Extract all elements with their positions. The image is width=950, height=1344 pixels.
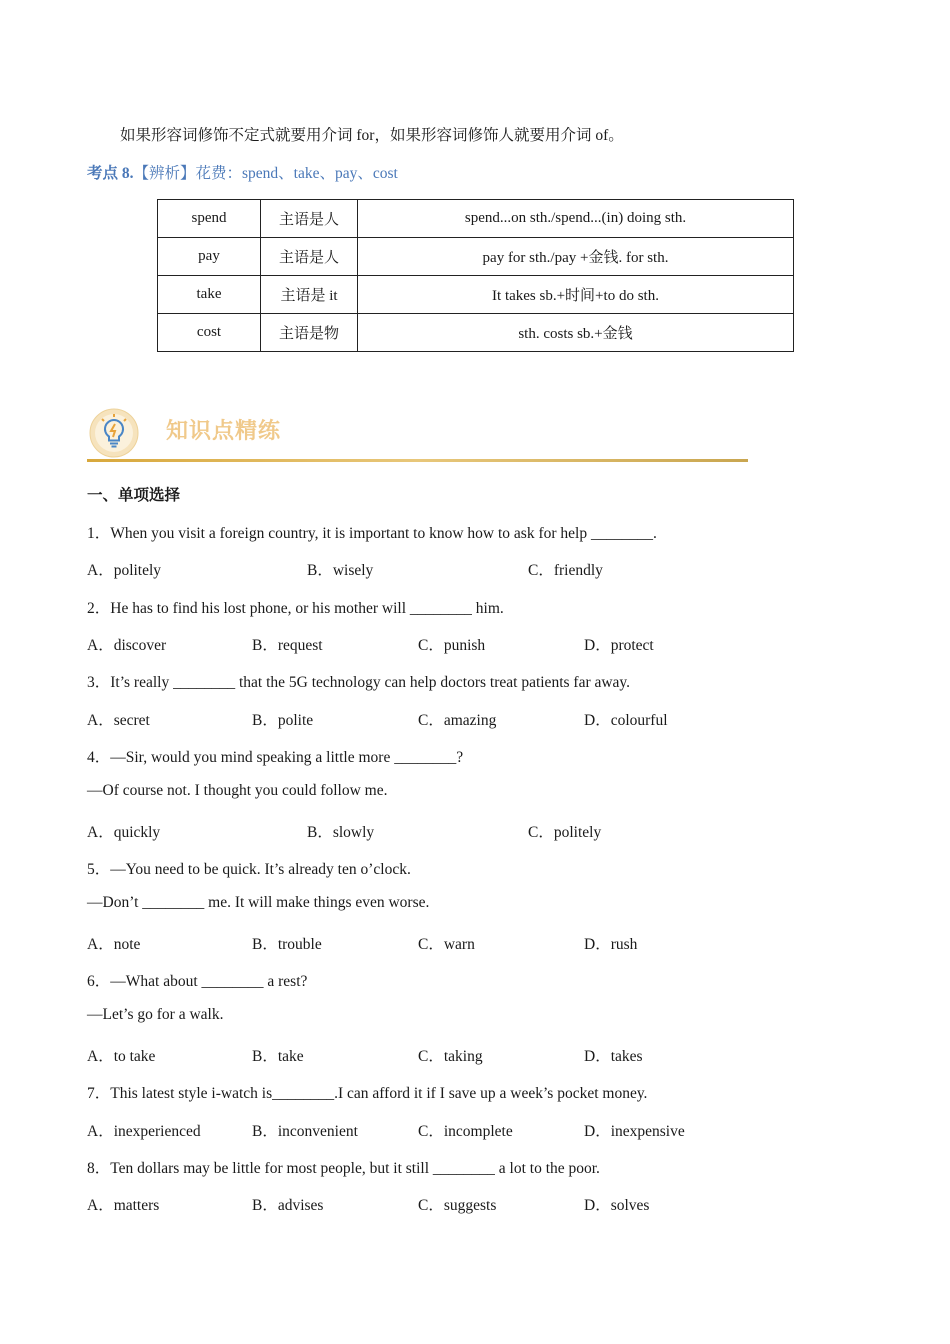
option-b: B．inconvenient: [252, 1123, 358, 1140]
option-d: D．rush: [584, 936, 638, 953]
table-cell: 主语是 it: [261, 276, 358, 314]
option-a: A．to take: [87, 1048, 156, 1065]
table-cell: take: [158, 276, 261, 314]
option-c: C．warn: [418, 936, 475, 953]
banner-title: 知识点精练: [166, 419, 282, 444]
question-dialogue-line: —Let’s go for a walk.: [87, 1006, 224, 1023]
question-dialogue-line: —Of course not. I thought you could follow me.: [87, 782, 388, 799]
option-b: B．request: [252, 637, 323, 654]
question-stem: 6．—What about ________ a rest?: [87, 973, 308, 990]
question-stem: 8．Ten dollars may be little for most people, but it still ________ a lot to the poor.: [87, 1160, 600, 1177]
question-stem: 3．It’s really ________ that the 5G technology can help doctors treat patients far away.: [87, 674, 631, 691]
table-cell: It takes sb.+时间+to do sth.: [358, 276, 794, 314]
table-cell: sth. costs sb.+金钱: [358, 314, 794, 352]
table-cell: 主语是人: [261, 238, 358, 276]
question-stem: 2．He has to find his lost phone, or his mother will ________ him.: [87, 600, 504, 617]
kaodian-heading: [87, 161, 398, 183]
table-cell: 主语是人: [261, 200, 358, 238]
table-row: [158, 238, 794, 276]
lightbulb-icon: [89, 408, 139, 458]
option-c: C．friendly: [528, 562, 603, 579]
option-a: A．inexperienced: [87, 1123, 201, 1140]
option-b: B．trouble: [252, 936, 322, 953]
table-cell: spend: [158, 200, 261, 238]
option-c: C．politely: [528, 824, 602, 841]
option-b: B．polite: [252, 712, 314, 729]
option-c: C．punish: [418, 637, 486, 654]
option-a: A．politely: [87, 562, 162, 579]
option-b: B．wisely: [307, 562, 374, 579]
table-row: [158, 200, 794, 238]
option-d: D．protect: [584, 637, 654, 654]
option-d: D．colourful: [584, 712, 668, 729]
kaodian-title: 【辨析】花费：spend、take、pay、cost: [133, 165, 398, 182]
table-cell: pay: [158, 238, 261, 276]
option-a: A．quickly: [87, 824, 161, 841]
option-b: B．take: [252, 1048, 304, 1065]
option-a: A．note: [87, 936, 141, 953]
option-d: D．takes: [584, 1048, 643, 1065]
section-heading: 一、单项选择: [87, 487, 181, 504]
option-c: C．amazing: [418, 712, 497, 729]
table-cell: cost: [158, 314, 261, 352]
option-a: A．matters: [87, 1197, 160, 1214]
option-a: A．secret: [87, 712, 150, 729]
option-c: C．taking: [418, 1048, 483, 1065]
intro-paragraph: 如果形容词修饰不定式就要用介词 for，如果形容词修饰人就要用介词 of。: [120, 127, 624, 144]
question-dialogue-line: —Don’t ________ me. It will make things even worse.: [87, 894, 430, 911]
question-stem: 7．This latest style i-watch is________.I can afford it if I save up a week’s pocket money.: [87, 1085, 648, 1102]
question-stem: 1．When you visit a foreign country, it is important to know how to ask for help ________.: [87, 525, 657, 542]
option-c: C．incomplete: [418, 1123, 513, 1140]
option-c: C．suggests: [418, 1197, 497, 1214]
option-d: D．solves: [584, 1197, 650, 1214]
table-cell: 主语是物: [261, 314, 358, 352]
banner-divider: [87, 459, 748, 462]
option-d: D．inexpensive: [584, 1123, 685, 1140]
option-b: B．advises: [252, 1197, 324, 1214]
table-cell: spend...on sth./spend...(in) doing sth.: [358, 200, 794, 238]
option-a: A．discover: [87, 637, 167, 654]
question-stem: 4．—Sir, would you mind speaking a little more ________?: [87, 749, 464, 766]
table-row: [158, 314, 794, 352]
table-cell: pay for sth./pay +金钱. for sth.: [358, 238, 794, 276]
option-b: B．slowly: [307, 824, 375, 841]
question-stem: 5．—You need to be quick. It’s already ten o’clock.: [87, 861, 411, 878]
comparison-table: [157, 199, 794, 352]
kaodian-number: 考点 8.: [87, 165, 134, 182]
table-row: [158, 276, 794, 314]
